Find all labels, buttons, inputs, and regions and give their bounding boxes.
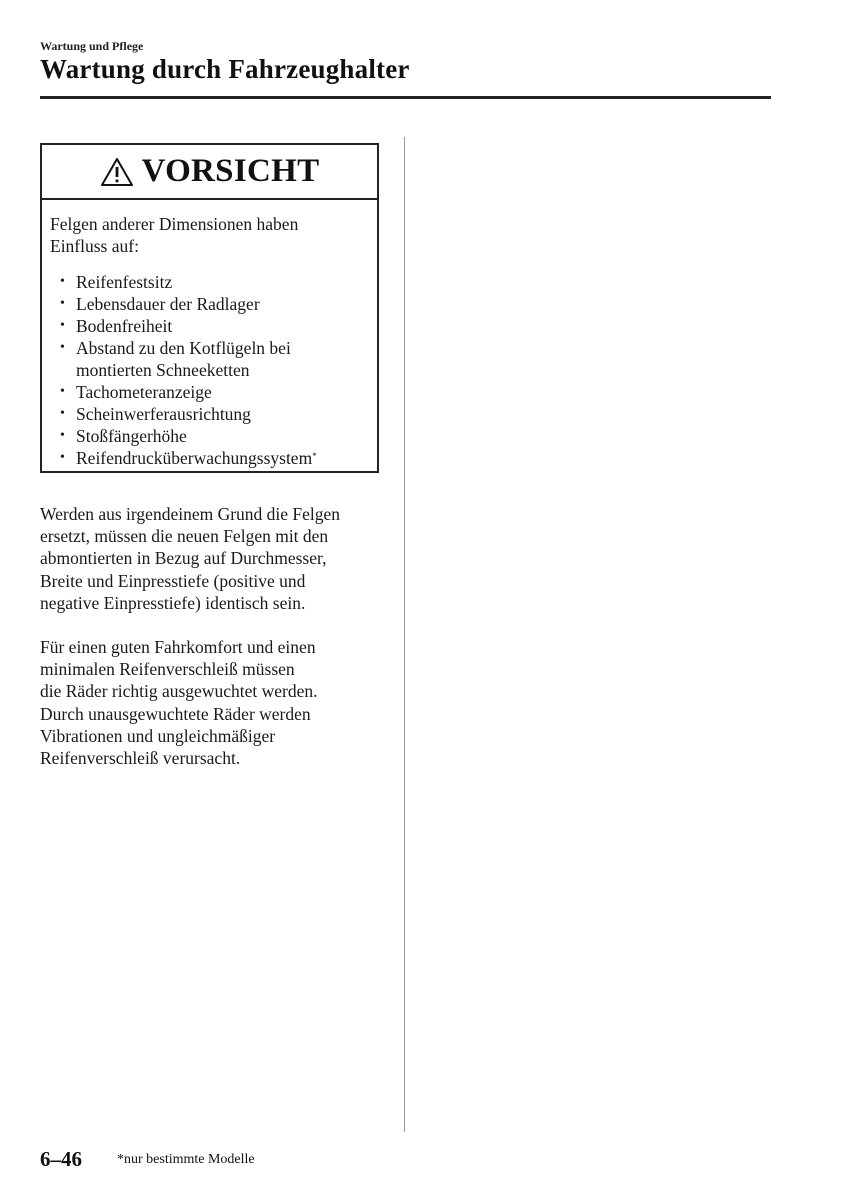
caution-list xyxy=(50,271,367,469)
page-number: 6–46 xyxy=(40,1147,82,1171)
footnote: *nur bestimmte Modelle xyxy=(117,1152,255,1167)
bullet-icon: • xyxy=(60,384,65,399)
bullet-icon: • xyxy=(60,318,65,333)
list-item-text: Abstand zu den Kotflügeln bei xyxy=(76,338,291,358)
list-item-text: Scheinwerferausrichtung xyxy=(76,404,251,424)
column-divider xyxy=(404,137,405,1132)
caution-header xyxy=(42,145,377,200)
paragraph-line: Für einen guten Fahrkomfort und einen xyxy=(40,637,316,657)
list-item-text: Bodenfreiheit xyxy=(76,316,173,336)
list-item xyxy=(50,271,367,293)
paragraph-wheel-balancing xyxy=(40,636,395,769)
list-item xyxy=(50,315,367,337)
caution-box xyxy=(40,143,379,473)
bullet-icon: • xyxy=(60,428,65,443)
bullet-icon: • xyxy=(60,406,65,421)
paragraph-line: ersetzt, müssen die neuen Felgen mit den xyxy=(40,526,329,547)
paragraph-line: die Räder richtig ausgewuchtet werden. xyxy=(40,681,318,702)
paragraph-rim-replacement xyxy=(40,503,395,614)
list-item-text: Reifendrucküberwachungssystem xyxy=(76,448,313,468)
caution-body xyxy=(42,200,377,469)
list-item-text: Reifenfestsitz xyxy=(76,272,173,292)
list-item-continuation xyxy=(50,359,367,381)
title-rule xyxy=(40,96,771,99)
bullet-icon: • xyxy=(60,340,65,355)
list-item xyxy=(50,447,367,469)
list-item xyxy=(50,381,367,403)
paragraph-line: Vibrationen und ungleichmäßiger xyxy=(40,725,276,746)
list-item-text: Stoßfängerhöhe xyxy=(76,426,187,446)
list-item xyxy=(50,337,367,359)
paragraph-line: negative Einpresstiefe) identisch sein. xyxy=(40,592,306,613)
bullet-icon: • xyxy=(60,274,65,289)
caution-title: VORSICHT xyxy=(141,153,320,189)
paragraph-line: Durch unausgewuchtete Räder werden xyxy=(40,703,311,724)
caution-intro-line: Felgen anderer Dimensionen haben xyxy=(50,214,299,234)
list-item-text: montierten Schneeketten xyxy=(76,360,250,380)
caution-intro xyxy=(50,213,367,257)
paragraph-line: Werden aus irgendeinem Grund die Felgen xyxy=(40,504,341,524)
list-item-text: Lebensdauer der Radlager xyxy=(76,294,260,314)
list-item xyxy=(50,403,367,425)
caution-intro-line: Einfluss auf: xyxy=(50,236,139,256)
paragraph-line: Breite und Einpresstiefe (positive und xyxy=(40,570,306,591)
list-item-text: Tachometeranzeige xyxy=(76,382,212,402)
warning-triangle-icon xyxy=(100,157,134,187)
paragraph-line: abmontierten in Bezug auf Durchmesser, xyxy=(40,548,327,569)
paragraph-line: Reifenverschleiß verursacht. xyxy=(40,748,241,769)
footnote-marker: * xyxy=(312,451,317,461)
list-item xyxy=(50,293,367,315)
page-title: Wartung durch Fahrzeughalter xyxy=(40,54,410,84)
paragraph-line: minimalen Reifenverschleiß müssen xyxy=(40,659,295,680)
list-item xyxy=(50,425,367,447)
bullet-icon: • xyxy=(60,450,65,465)
bullet-icon: • xyxy=(60,296,65,311)
section-label: Wartung und Pflege xyxy=(40,39,144,53)
